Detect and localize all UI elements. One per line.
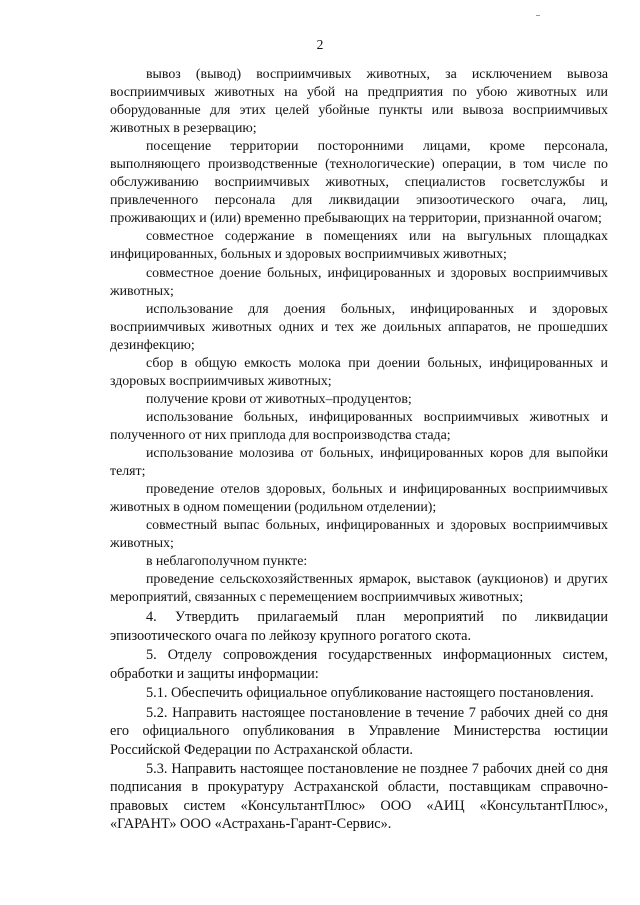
clause-5-3-prosecutor: 5.3. Направить настоящее постановление не позднее 7 рабочих дней со дня подписания в прокуратуру Астраханской области, поставщикам справочно-правовых систем «КонсультантПлюс» ООО «АИЦ «КонсультантПлюс», «ГАРАНТ» ООО «Астрахань-Гарант-Сервис». [110,761,608,833]
paragraph-item-12: в неблагополучном пункте: [146,554,308,570]
paragraph-item-7: получение крови от животных–продуцентов; [146,391,412,407]
paragraph-item-8: использование больных, инфицированных восприимчивых животных и полученного от них приплода для воспроизводства стада; [110,409,608,443]
paragraph-item-11: совместный выпас больных, инфицированных и здоровых восприимчивых животных; [110,518,608,552]
clause-5-it-department: 5. Отделу сопровождения государственных информационных систем, обработки и защиты информации: [110,647,608,682]
paragraph-item-3: совместное содержание в помещениях или на выгульных площадках инфицированных, больных и здоровых восприимчивых животных; [110,229,608,263]
clause-4-approve-plan: 4. Утвердить прилагаемый план мероприятий по ликвидации эпизоотического очага по лейкозу крупного рогатого скота. [110,609,608,644]
paragraph-item-6: сбор в общую емкость молока при доении больных, инфицированных и здоровых восприимчивых животных; [110,355,608,389]
paragraph-item-9: использование молозива от больных, инфицированных коров для выпойки телят; [110,445,608,480]
document-body [110,66,608,834]
paragraph-item-5: использование для доения больных, инфицированных и здоровых восприимчивых животных одних и тех же доильных аппаратов, не прошедших дезинфекцию; [110,301,608,353]
clause-5-2-ministry-of-justice: 5.2. Направить настоящее постановление в течение 7 рабочих дней со дня его официального опубликования в Управление Министерства юстиции Российской Федерации по Астраханской области. [110,704,608,758]
scan-mark [536,15,540,16]
paragraph-item-4: совместное доение больных, инфицированных и здоровых восприимчивых животных; [110,265,608,299]
page-number: 2 [316,37,324,52]
paragraph-item-10: проведение отелов здоровых, больных и инфицированных восприимчивых животных в одном помещении (родильном отделении); [110,482,608,516]
clause-5-1-publication: 5.1. Обеспечить официальное опубликование настоящего постановления. [146,685,594,702]
paragraph-item-1: вывоз (вывод) восприимчивых животных, за исключением вывоза восприимчивых животных на убой на предприятия по убою животных или оборудованные для этих целей убойные пункты или вывоза восприимчивых животных в резервацию; [110,67,608,137]
paragraph-item-2: посещение территории посторонними лицами, кроме персонала, выполняющего производственные (технологические) операции, в том числе по обслуживанию восприимчивых животных, специалистов госветслужбы и привлеченного персонала для ликвидации эпизоотического очага, лиц, проживающих и (или) временно пребывающих на территории, признанной очагом; [110,139,608,227]
paragraph-item-13: проведение сельскохозяйственных ярмарок, выставок (аукционов) и других мероприятий, связанных с перемещением восприимчивых животных; [110,572,608,606]
